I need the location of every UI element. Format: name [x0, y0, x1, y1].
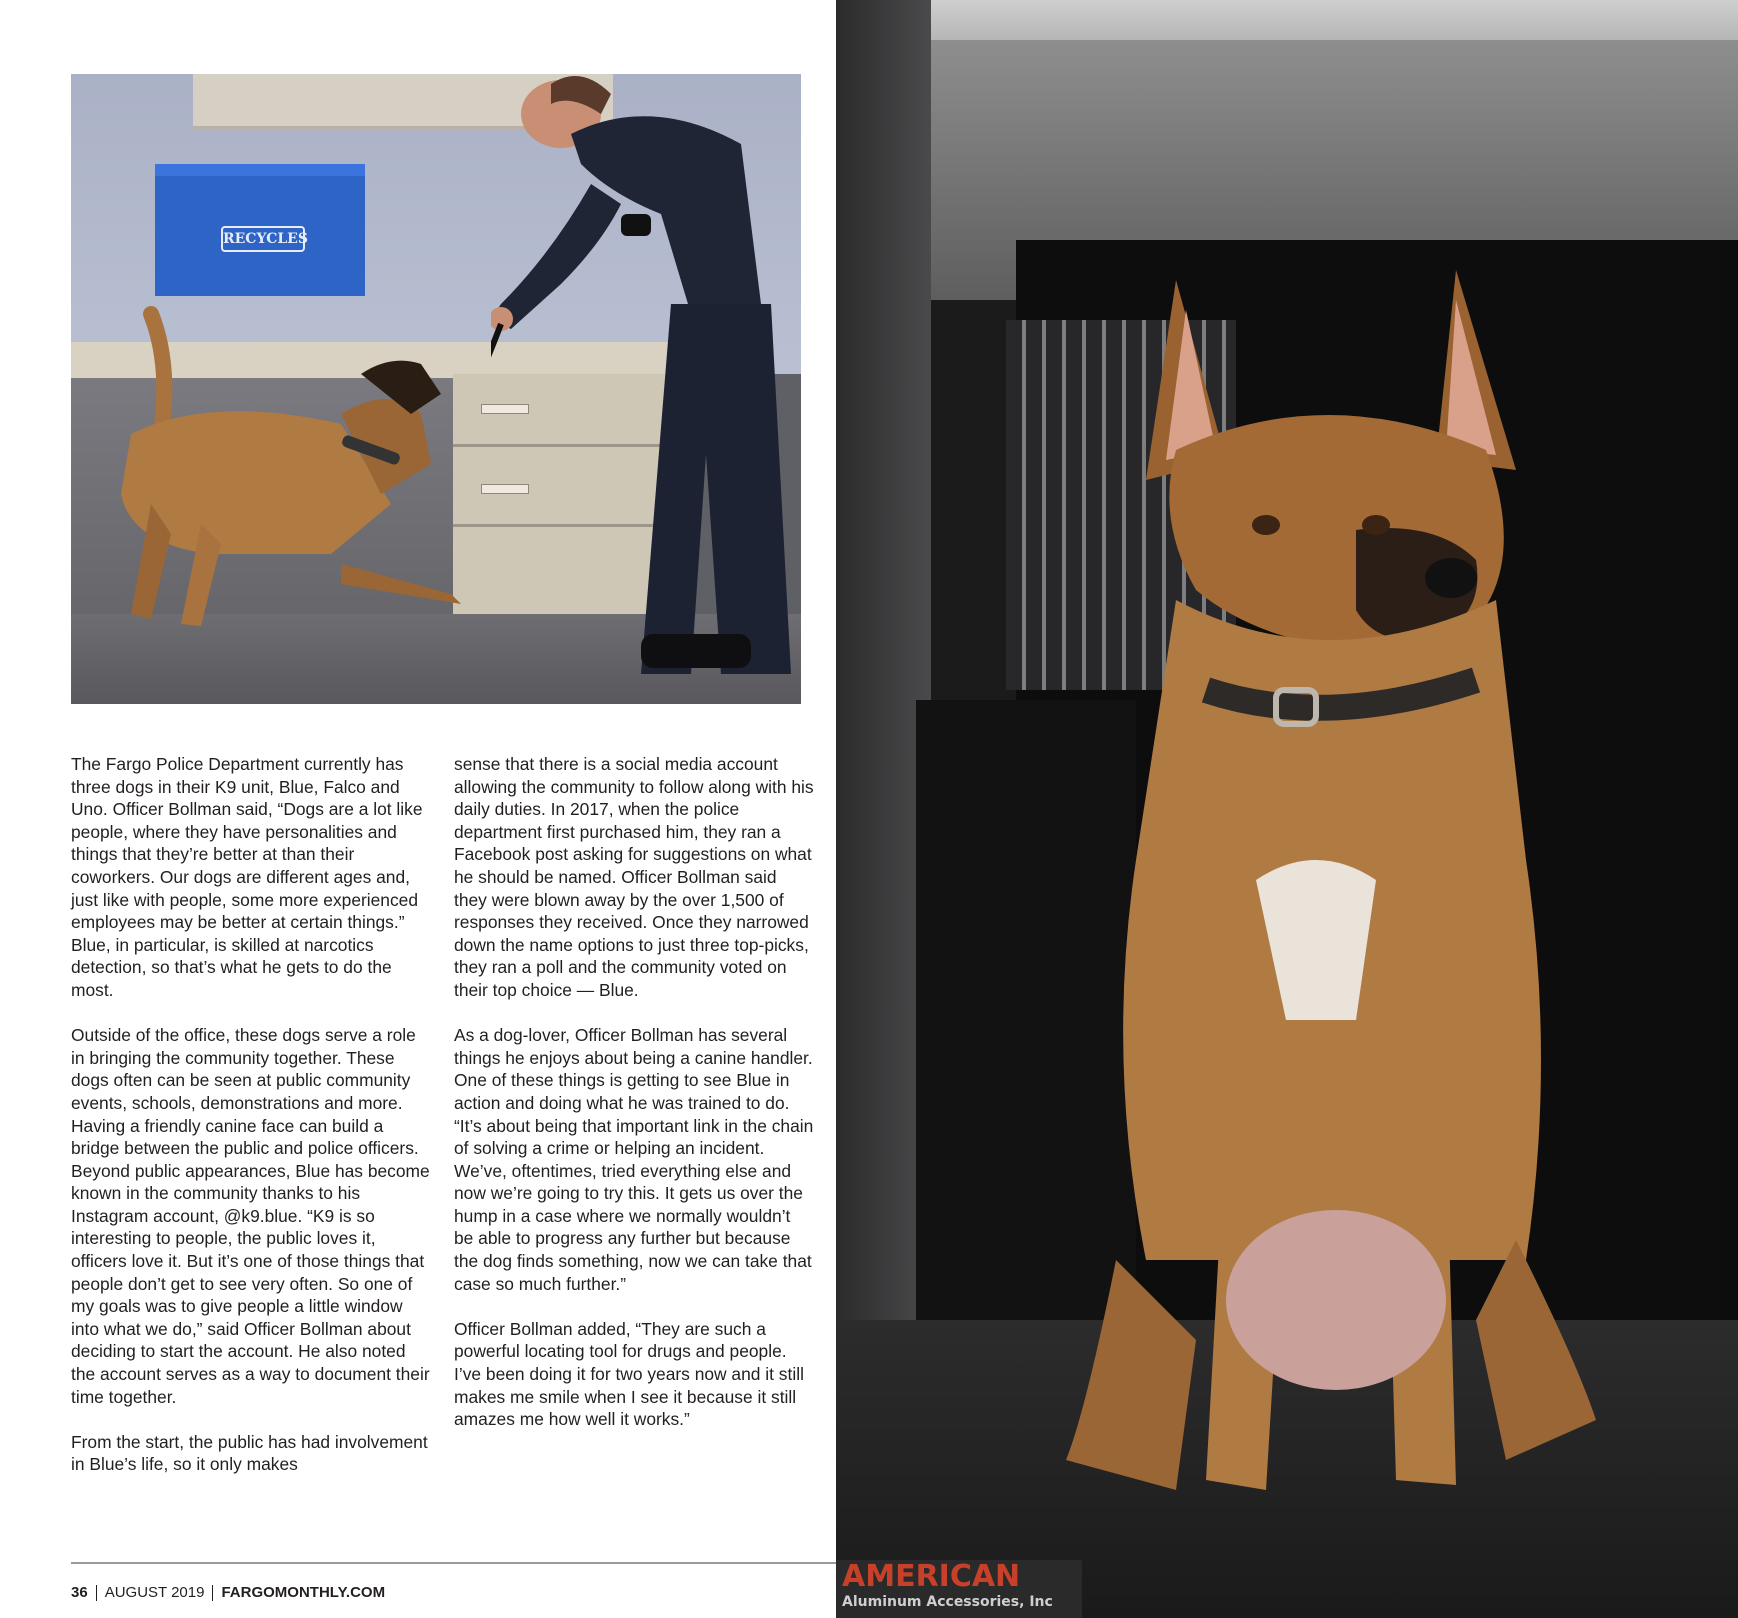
left-page — [0, 0, 836, 1618]
page-footer — [71, 1582, 385, 1604]
article-paragraph: Officer Bollman added, “They are such a powerful locating tool for drugs and people. I’ve been doing it for two years now and it still makes me smile when I see it because it still amazes me how well it works.” — [454, 1318, 804, 1430]
officer-figure — [491, 74, 791, 674]
footer-separator — [212, 1585, 213, 1601]
issue-date: AUGUST 2019 — [104, 1584, 205, 1601]
dog-sitting — [1056, 260, 1616, 1520]
article-paragraph: As a dog-lover, Officer Bollman has several things he enjoys about being a canine handler. One of these things is getting to see Blue in action and doing what he was trained to do. “It’s about being that important link in the chain of solving a crime or helping an incident. We’ve, oftentimes, tried everything else and now we’re going to try this. It gets us over the hump in a case where we normally wouldn’t be able to progress any further but because the dog finds something, now we can take that case so much further.” — [454, 1025, 814, 1294]
article-paragraph: From the start, the public has had involvement in Blue’s life, so it only makes — [71, 1431, 428, 1475]
article-paragraph: sense that there is a social media account allowing the community to follow along with his daily duties. In 2017, when the police department first purchased him, they ran a Facebook post asking for suggestions on what he should be named. Officer Bollman said they were blown away by the over 1,500 of responses they received. Once they narrowed down the name options to just three top-picks, they ran a poll and the community voted on their top choice — Blue. — [454, 754, 814, 1000]
crate-brand-subtitle: Aluminum Accessories, Inc — [842, 1594, 1053, 1610]
crate-brand-plate — [836, 1560, 1082, 1618]
article-paragraph: The Fargo Police Department currently has three dogs in their K9 unit, Blue, Falco and Uno. Officer Bollman said, “Dogs are a lot like people, where they have personalities and things that they’re better at than their coworkers. Our dogs are different ages and, just like with people, some more experienced employees may be better at certain things.” Blue, in particular, is skilled at narcotics detection, so that’s what he gets to do the most. — [71, 754, 423, 1000]
article-paragraph: Outside of the office, these dogs serve a role in bringing the community together. These dogs often can be seen at public community events, schools, demonstrations and more. Having a friendly canine face can build a bridge between the public and police officers. Beyond public appearances, Blue has become known in the community thanks to his Instagram account, @k9.blue. “K9 is so interesting to people, the public loves it, officers love it. But it’s one of those things that people don’t get to see very often. So one of my goals was to give people a little window into what we do,” said Officer Bollman about deciding to start the account. He also noted the account serves as a way to document their time together. — [71, 1025, 430, 1407]
article-column-2 — [454, 753, 814, 1453]
bin-label: RECYCLES — [221, 226, 305, 252]
article-column-1 — [71, 753, 431, 1499]
footer-separator — [96, 1585, 97, 1601]
page-number: 36 — [71, 1584, 88, 1601]
dog-play-bow — [91, 304, 521, 664]
footer-rule — [71, 1562, 836, 1564]
crate-brand-name: AMERICAN — [842, 1559, 1021, 1594]
photo-officer-with-dog — [71, 74, 801, 704]
photo-dog-in-crate — [836, 0, 1738, 1618]
site-name: FARGOMONTHLY.COM — [221, 1584, 386, 1601]
recycling-bin — [155, 164, 365, 296]
